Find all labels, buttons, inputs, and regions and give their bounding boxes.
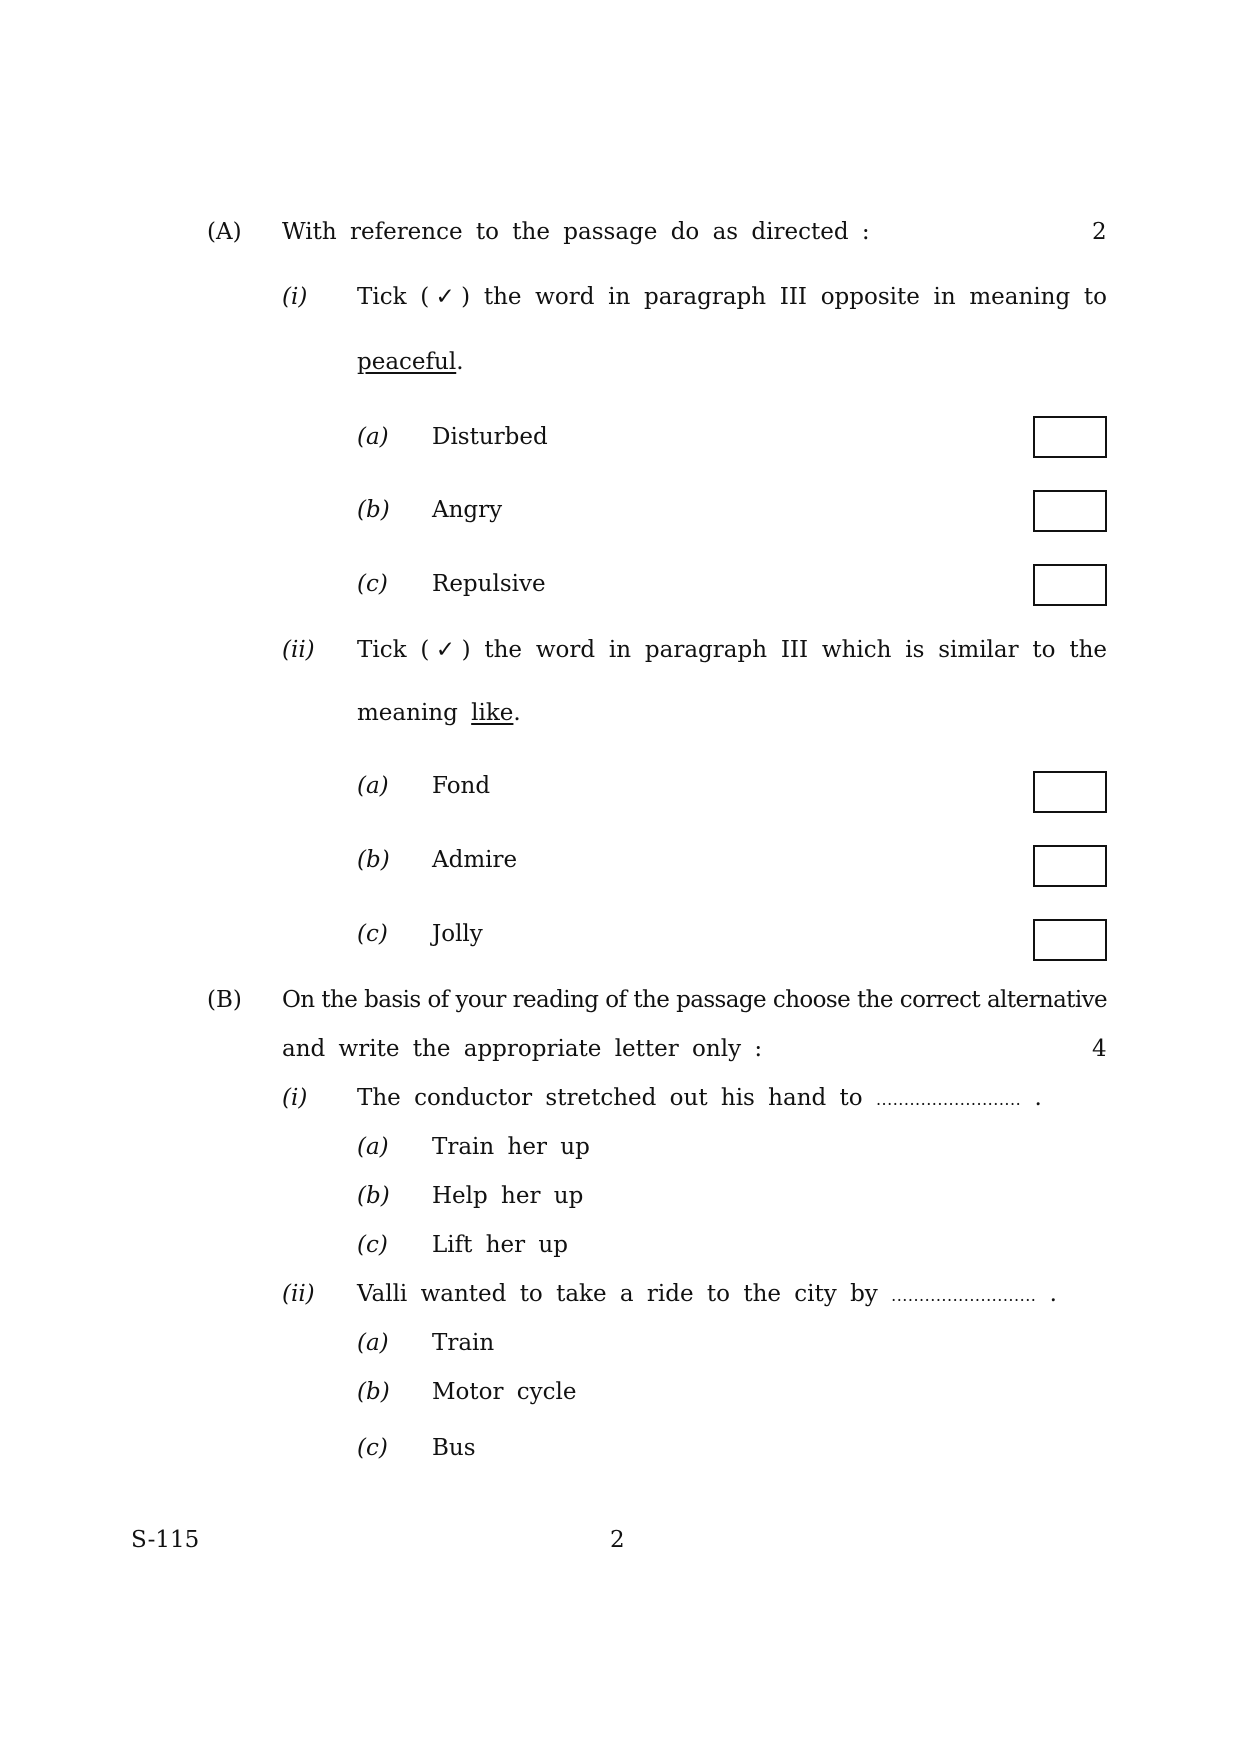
question-a-i-text: Tick (✓) the word in paragraph III opposite in meaning to [357,284,1107,310]
option-label: (a) [357,1134,389,1160]
option-label: (c) [357,921,388,947]
tick-box[interactable] [1033,416,1107,458]
option-b-i-b-text: Help her up [432,1183,584,1209]
option-text: Fond [432,773,491,799]
tick-box[interactable] [1033,490,1107,532]
question-b-ii-text: Valli wanted to take a ride to the city by .......................... . [357,1281,1057,1307]
option-text: Angry [432,497,503,523]
option-label: (a) [357,1330,389,1356]
option-b-i-c-text: Lift her up [432,1232,568,1258]
question-a-i-number: (i) [282,284,308,310]
page-number: 2 [610,1527,625,1553]
option-label: (b) [357,847,390,873]
answer-blank[interactable]: .......................... [891,1286,1037,1305]
answer-blank[interactable]: .......................... [875,1090,1022,1109]
section-b-label: (B) [207,987,242,1013]
option-label: (a) [357,424,389,450]
question-a-ii-number: (ii) [282,637,315,663]
option-text: Disturbed [432,424,548,450]
option-label: (b) [357,1183,390,1209]
option-label: (c) [357,571,388,597]
option-label: (b) [357,1379,390,1405]
question-a-ii-text: Tick (✓) the word in paragraph III which is similar to the [357,637,1107,663]
tick-box[interactable] [1033,564,1107,606]
keyword-like: like [471,700,514,726]
option-b-ii-c-text: Bus [432,1435,476,1461]
question-a-i-keyword-line: peaceful. [357,349,464,375]
option-b-ii-a-text: Train [432,1330,495,1356]
option-label: (c) [357,1232,388,1258]
option-text: Admire [432,847,518,873]
question-b-ii-number: (ii) [282,1281,315,1307]
question-a-ii-keyword-line: meaning like. [357,700,521,726]
tick-box[interactable] [1033,845,1107,887]
section-b-marks: 4 [1092,1036,1107,1062]
option-b-i-a-text: Train her up [432,1134,590,1160]
question-b-i-number: (i) [282,1085,308,1111]
tick-box[interactable] [1033,771,1107,813]
section-b-instruction-1: On the basis of your reading of the passage choose the correct alternative [282,987,1107,1013]
keyword-peaceful: peaceful [357,349,457,375]
option-text: Repulsive [432,571,546,597]
option-label: (b) [357,497,390,523]
option-label: (c) [357,1435,388,1461]
section-a-label: (A) [207,219,242,245]
section-a-instruction: With reference to the passage do as directed : [282,219,870,245]
tick-box[interactable] [1033,919,1107,961]
section-a-marks: 2 [1092,219,1107,245]
option-b-ii-b-text: Motor cycle [432,1379,577,1405]
option-label: (a) [357,773,389,799]
section-b-instruction-2: and write the appropriate letter only : [282,1036,763,1062]
paper-code: S-115 [131,1527,200,1553]
option-text: Jolly [432,921,483,947]
question-b-i-text: The conductor stretched out his hand to .......................... . [357,1085,1042,1111]
